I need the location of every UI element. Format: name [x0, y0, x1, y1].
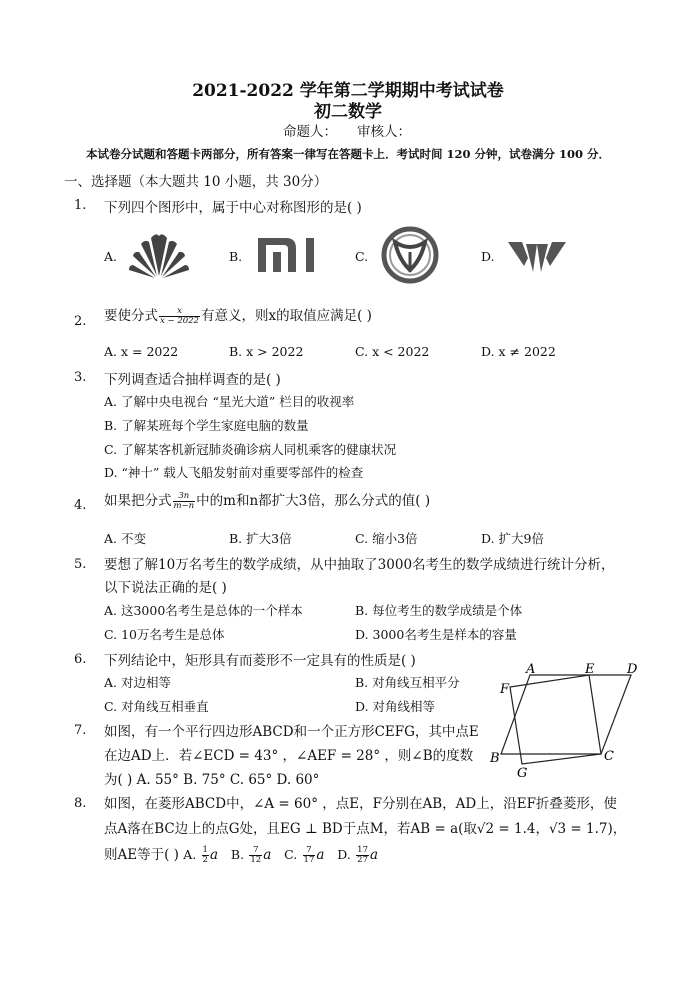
fraction: [202, 846, 209, 865]
parallelogram-abcd: [501, 675, 631, 754]
point-label: G: [517, 766, 528, 781]
stem-text: 如果把分式: [104, 493, 172, 509]
square-cefg: [510, 675, 601, 764]
fraction-numerator: x: [159, 307, 200, 317]
option: B. 了解某班每个学生家庭电脑的数量: [104, 418, 309, 433]
option-label: B.: [230, 847, 245, 862]
question-number: 1.: [74, 198, 87, 213]
question-stem: 在边AD上．若∠ECD = 43° ，∠AEF = 28° ，则∠B的度数: [104, 748, 474, 764]
exam-notice: 本试卷分试题和答题卡两部分，所有答案一律写在答题卡上．考试时间 120 分钟，试卷满分 100 分．: [85, 147, 611, 161]
exam-subject: 初二数学: [314, 102, 382, 122]
question-stem: [104, 304, 372, 326]
stem-text: 有意义，则x的取值应满足( ): [200, 308, 372, 324]
point-label: A: [526, 662, 536, 677]
option: D. “神十” 载人飞船发射前对重要零部件的检查: [104, 465, 364, 480]
question-number: 2.: [74, 314, 87, 329]
fraction-denominator: m−n: [173, 501, 195, 511]
option: D. x ≠ 2022: [481, 344, 556, 359]
stem-text: 则AE等于( ): [104, 847, 179, 863]
question-number: 7.: [74, 723, 87, 738]
option: B. x > 2022: [229, 344, 304, 359]
option: A. 这3000名考生是总体的一个样本: [104, 603, 303, 618]
option: D. 扩大9倍: [481, 531, 544, 546]
question-stem: [104, 489, 430, 511]
fraction: [159, 307, 200, 326]
question-stem: 下列四个图形中，属于中心对称图形的是( ): [104, 200, 362, 216]
question-number: 4.: [74, 498, 87, 513]
option: C. 10万名考生是总体: [104, 627, 225, 642]
wuling-logo-image: [506, 240, 568, 274]
fraction-numerator: 7: [249, 846, 262, 856]
fraction-numerator: 1: [202, 845, 208, 855]
question-stem: [104, 843, 378, 865]
question-stem: 以下说法正确的是( ): [104, 580, 227, 596]
reviewer-label: 审核人：: [357, 124, 411, 140]
option: C. 缩小3倍: [355, 531, 418, 546]
fraction: [249, 846, 262, 865]
question-number: 5.: [74, 557, 87, 572]
option: B. 对角线互相平分: [355, 675, 460, 690]
question-number: 3.: [74, 370, 87, 385]
option: D. 3000名考生是样本的容量: [355, 627, 517, 642]
question-stem: 要想了解10万名考生的数学成绩，从中抽取了3000名考生的数学成绩进行统计分析，: [104, 557, 615, 573]
question-stem: 如图，在菱形ABCD中，∠A = 60° ，点E，F分别在AB，AD上，沿EF折叠菱形，使: [104, 796, 617, 812]
variable: a: [263, 847, 272, 863]
section-title: 一、选择题（本大题共 10 小题，共 30分）: [64, 174, 328, 190]
option: B. 扩大3倍: [229, 531, 292, 546]
option-label: D.: [337, 847, 351, 862]
stem-text: 中的m和n都扩大3倍，那么分式的值( ): [196, 493, 431, 509]
fraction: [356, 846, 369, 865]
fraction-denominator: 2: [202, 855, 208, 865]
fraction-denominator: 27: [357, 855, 368, 865]
huawei-logo-image: [127, 230, 191, 280]
fraction: [173, 492, 196, 511]
question-stem: 为( ) A. 55° B. 75° C. 65° D. 60°: [104, 772, 320, 788]
option: C. x < 2022: [355, 344, 430, 359]
variable: a: [369, 847, 379, 863]
fraction: [303, 846, 316, 865]
fraction-denominator: 12: [250, 855, 262, 865]
point-label: D: [627, 662, 638, 677]
option: A. 不变: [104, 531, 146, 546]
option: A. x = 2022: [104, 344, 179, 359]
author-label: 命题人：: [283, 124, 337, 140]
option: A. 了解中央电视台 “星光大道” 栏目的收视率: [104, 394, 355, 409]
fraction-denominator: x − 2022: [160, 316, 199, 326]
option: C. 了解某客机新冠肺炎确诊病人同机乘客的健康状况: [104, 442, 397, 457]
dongfeng-logo-image: [381, 226, 439, 284]
option-label: C.: [284, 847, 298, 862]
fraction-denominator: 17: [303, 855, 315, 865]
point-label: E: [585, 662, 595, 677]
variable: a: [316, 847, 325, 863]
question-number: 8.: [74, 796, 87, 811]
question-stem: 下列调查适合抽样调查的是( ): [104, 372, 281, 388]
fraction-numerator: 7: [303, 846, 316, 856]
option-label: A.: [104, 249, 118, 264]
question-stem: 下列结论中，矩形具有而菱形不一定具有的性质是( ): [104, 653, 416, 669]
point-label: C: [604, 749, 614, 764]
question-number: 6.: [74, 652, 87, 667]
question-stem: 点A落在BC边上的点G处，且EG ⊥ BD于点M，若AB = a(取√2 = 1.4，√3 = 1.7)，: [104, 821, 627, 837]
point-label: B: [490, 751, 500, 766]
option-label: B.: [229, 249, 243, 264]
option-label: D.: [481, 249, 495, 264]
fraction-numerator: 17: [357, 845, 368, 855]
option: B. 每位考生的数学成绩是个体: [355, 603, 523, 618]
point-label: F: [500, 682, 510, 697]
parallelogram-square-figure: [486, 660, 646, 782]
option: A. 对边相等: [104, 675, 171, 690]
stem-text: 要使分式: [104, 308, 158, 324]
option: D. 对角线相等: [355, 699, 436, 714]
option: C. 对角线互相垂直: [104, 699, 209, 714]
xiaomi-logo-image: [256, 236, 318, 274]
option-label: C.: [355, 249, 369, 264]
fraction-numerator: 3n: [173, 492, 196, 502]
question-stem: 如图，有一个平行四边形ABCD和一个正方形CEFG，其中点E: [104, 724, 479, 740]
option-label: A.: [183, 847, 197, 862]
variable: a: [209, 847, 219, 863]
exam-title: 2021-2022 学年第二学期期中考试试卷: [192, 81, 504, 101]
